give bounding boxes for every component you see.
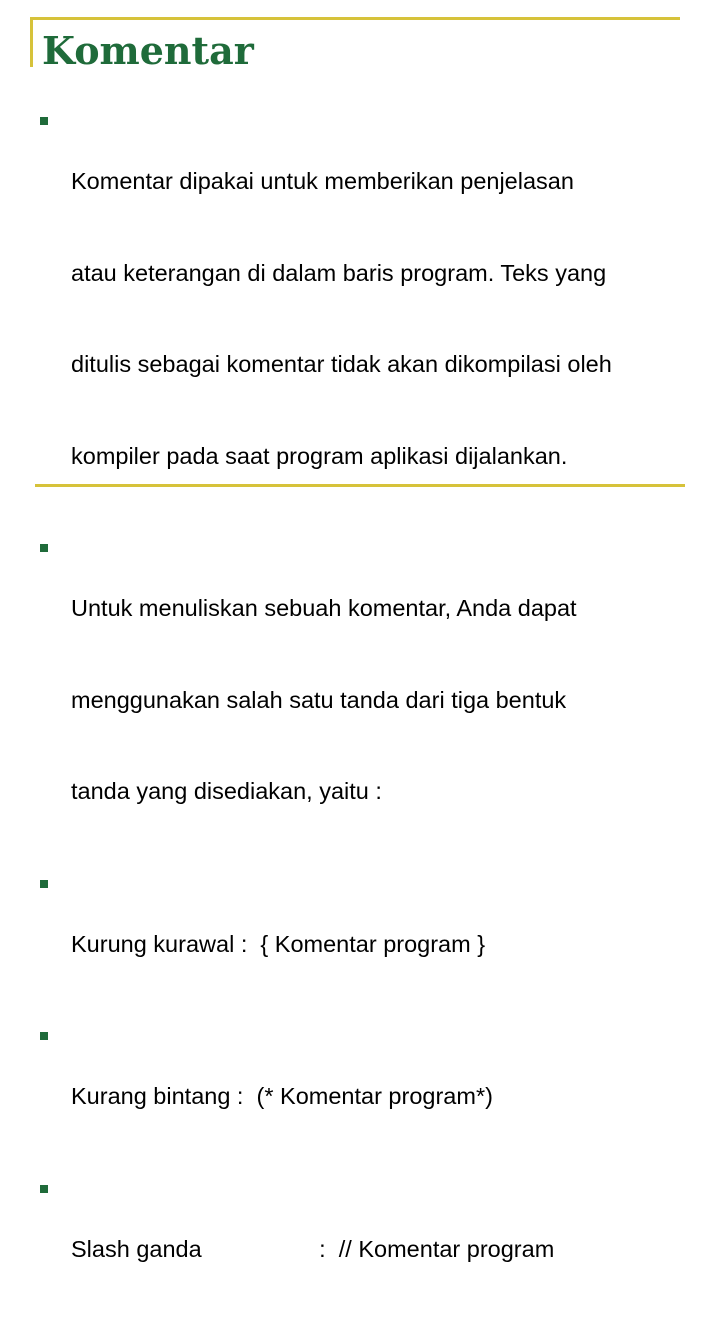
list-item [40,532,660,868]
list-item [40,868,660,1021]
text-line: menggunakan salah satu tanda dari tiga bentuk [71,685,660,716]
square-bullet-icon [40,1185,48,1193]
bottom-accent-line [35,484,685,487]
left-accent-line [30,17,33,67]
text-line: Komentar dipakai untuk memberikan penjelasan [71,166,660,197]
text-line: Untuk menuliskan sebuah komentar, Anda dapat [71,593,660,624]
square-bullet-icon [40,544,48,552]
text-line: ditulis sebagai komentar tidak akan dikompilasi oleh [71,349,660,380]
list-item [40,1173,660,1325]
list-item [40,105,660,532]
bullet-text [71,1020,660,1173]
bullet-text [71,105,660,532]
text-line: atau keterangan di dalam baris program. Teks yang [71,258,660,289]
bullet-text [71,532,660,868]
text-line: kompiler pada saat program aplikasi dijalankan. [71,441,660,472]
top-accent-line [32,17,680,20]
square-bullet-icon [40,117,48,125]
square-bullet-icon [40,1032,48,1040]
list-item [40,1020,660,1173]
slide-title: Komentar [42,26,254,76]
text-line: Kurung kurawal : { Komentar program } [71,929,660,960]
text-line: tanda yang disediakan, yaitu : [71,776,660,807]
text-line: Slash ganda : // Komentar program [71,1234,660,1265]
text-line: Kurang bintang : (* Komentar program*) [71,1081,660,1112]
bullet-text [71,1173,660,1325]
bullet-text [71,868,660,1021]
bullet-list [40,105,660,1325]
square-bullet-icon [40,880,48,888]
